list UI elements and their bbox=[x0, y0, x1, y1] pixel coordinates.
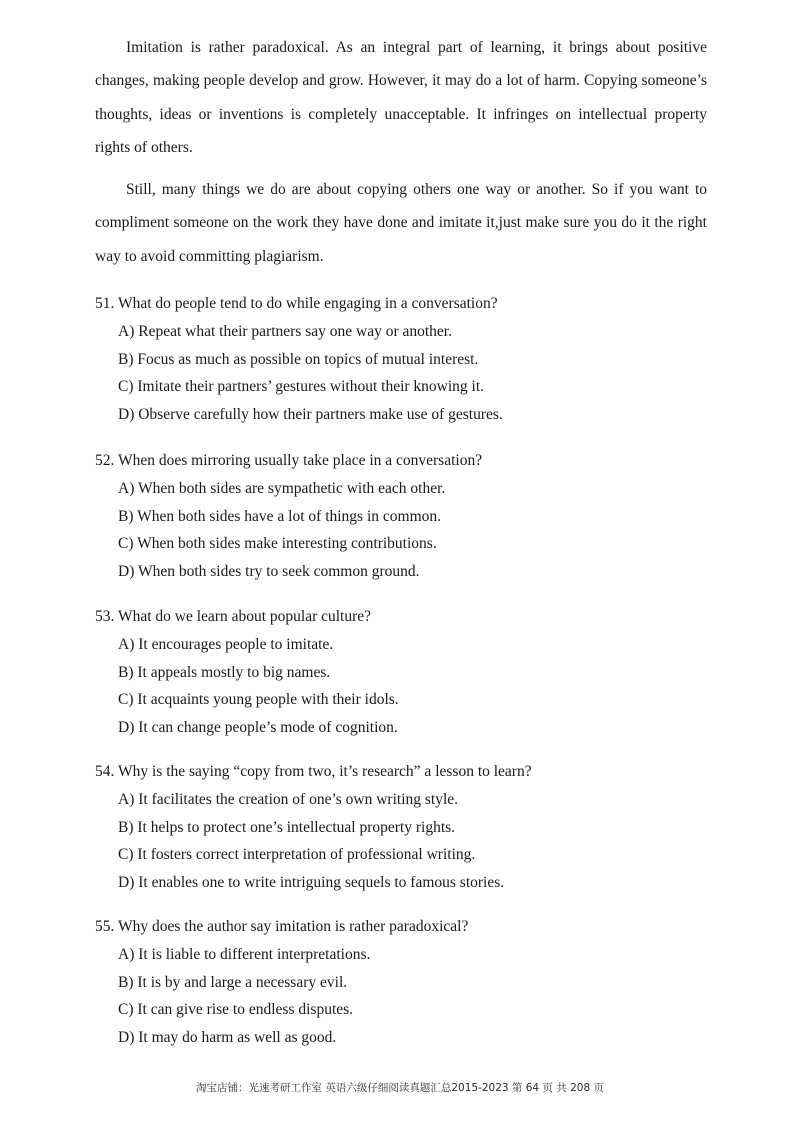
page-footer: 淘宝店铺：光速考研工作室 英语六级仔细阅读真题汇总2015-2023 第 64 页 共 208 页 bbox=[196, 1082, 604, 1094]
option-c: C) Imitate their partners’ gestures without their knowing it. bbox=[118, 378, 485, 396]
question-51 bbox=[95, 290, 735, 429]
option-d: D) Observe carefully how their partners make use of gestures. bbox=[118, 406, 503, 424]
option-a: A) It encourages people to imitate. bbox=[118, 635, 334, 653]
option-b: B) Focus as much as possible on topics of mutual interest. bbox=[118, 350, 479, 368]
question-stem: 55. Why does the author say imitation is rather paradoxical? bbox=[95, 918, 469, 935]
question-52 bbox=[95, 447, 735, 586]
option-list bbox=[95, 318, 735, 429]
option-list bbox=[95, 786, 735, 897]
option-c: C) It fosters correct interpretation of professional writing. bbox=[118, 846, 476, 864]
option-list bbox=[95, 941, 735, 1052]
option-a: A) It is liable to different interpretations. bbox=[118, 945, 371, 963]
option-c: C) When both sides make interesting contributions. bbox=[118, 535, 437, 553]
option-d: D) When both sides try to seek common ground. bbox=[118, 563, 420, 581]
question-53 bbox=[95, 603, 735, 742]
option-b: B) It is by and large a necessary evil. bbox=[118, 973, 348, 991]
option-a: A) It facilitates the creation of one’s own writing style. bbox=[118, 790, 459, 808]
option-b: B) It helps to protect one’s intellectual property rights. bbox=[118, 818, 456, 836]
question-55 bbox=[95, 913, 735, 1052]
question-stem: 54. Why is the saying “copy from two, it’s research” a lesson to learn? bbox=[95, 763, 532, 780]
option-b: B) When both sides have a lot of things in common. bbox=[118, 507, 442, 525]
question-stem: 52. When does mirroring usually take place in a conversation? bbox=[95, 452, 483, 469]
passage-paragraph: Imitation is rather paradoxical. As an integral part of learning, it brings about positive changes, making people develop and grow. However, it may do a lot of harm. Copying someone’s thoughts, ideas or inventions is completely unacceptable. It infringes on intellectual property rights of others. bbox=[95, 39, 707, 156]
question-54 bbox=[95, 758, 735, 897]
passage-paragraph: Still, many things we do are about copying others one way or another. So if you want to compliment someone on the work they have done and imitate it,just make sure you do it the right way to avoid committing plagiarism. bbox=[95, 181, 707, 265]
option-list bbox=[95, 631, 735, 742]
option-d: D) It enables one to write intriguing sequels to famous stories. bbox=[118, 874, 505, 892]
question-stem: 51. What do people tend to do while engaging in a conversation? bbox=[95, 295, 498, 312]
option-d: D) It may do harm as well as good. bbox=[118, 1029, 337, 1047]
option-a: A) When both sides are sympathetic with each other. bbox=[118, 479, 446, 497]
option-b: B) It appeals mostly to big names. bbox=[118, 663, 331, 681]
question-stem: 53. What do we learn about popular culture? bbox=[95, 608, 372, 625]
option-c: C) It can give rise to endless disputes. bbox=[118, 1001, 354, 1019]
option-d: D) It can change people’s mode of cognition. bbox=[118, 719, 398, 737]
option-c: C) It acquaints young people with their idols. bbox=[118, 691, 399, 709]
option-list bbox=[95, 475, 735, 586]
option-a: A) Repeat what their partners say one way or another. bbox=[118, 322, 452, 340]
